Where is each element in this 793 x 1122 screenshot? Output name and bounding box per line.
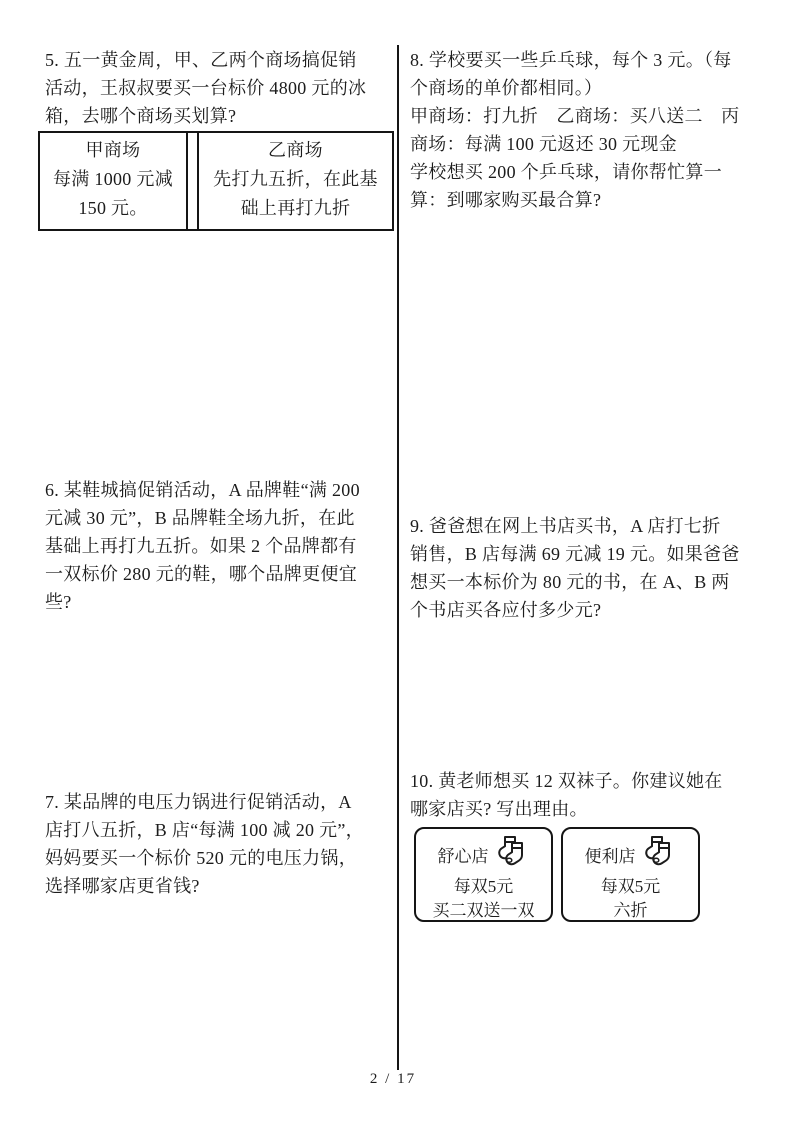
question-10-line: 10. 黄老师想买 12 双袜子。你建议她在 (410, 771, 723, 791)
question-6-line: 一双标价 280 元的鞋，哪个品牌更便宜 (45, 564, 357, 584)
question-7-line: 选择哪家店更省钱? (45, 876, 200, 896)
question-9-line: 想买一本标价为 80 元的书，在 A、B 两 (410, 572, 730, 592)
question-8-line: 学校想买 200 个乒乓球，请你帮忙算一 (410, 162, 722, 182)
question-8 (410, 46, 770, 214)
store-offer-line: 买二双送一双 (432, 901, 535, 920)
question-7 (45, 788, 394, 900)
question-9-line: 9. 爸爸想在网上书店买书，A 店打七折 (410, 516, 721, 536)
question-7-line: 店打八五折，B 店“每满 100 减 20 元”， (45, 820, 364, 840)
question-5-line: 活动，王叔叔要买一台标价 4800 元的冰 (45, 78, 367, 98)
question-6-line: 元减 30 元”，B 品牌鞋全场九折，在此 (45, 508, 355, 528)
column-divider-line (397, 45, 399, 1070)
question-8-line: 算：到哪家购买最合算? (410, 190, 602, 210)
store-head (420, 833, 547, 875)
store-offer-line: 每双5元 (453, 877, 514, 896)
table-cell-gap (188, 133, 197, 229)
question-9-line: 销售，B 店每满 69 元减 19 元。如果爸爸 (410, 544, 740, 564)
question-8-line: 8. 学校要买一些乒乓球，每个 3 元。（每 (410, 50, 732, 70)
store-a-offer-line: 每满 1000 元减 (53, 169, 173, 189)
question-10-line: 哪家店买? 写出理由。 (410, 799, 588, 819)
socks-icon (643, 835, 677, 873)
socks-icon (496, 835, 530, 873)
question-5-line: 5. 五一黄金周，甲、乙两个商场搞促销 (45, 50, 357, 70)
question-8-line: 甲商场：打九折 乙商场：买八送二 丙 (410, 106, 740, 126)
question-6-line: 6. 某鞋城搞促销活动，A 品牌鞋“满 200 (45, 480, 360, 500)
question-10 (410, 767, 770, 823)
question-8-line: 商场：每满 100 元返还 30 元现金 (410, 134, 677, 154)
question-10-store-options (414, 827, 700, 922)
store-offer-line: 每双5元 (600, 877, 661, 896)
question-5-line: 箱，去哪个商场买划算? (45, 106, 237, 126)
store-head (567, 833, 694, 875)
question-7-line: 7. 某品牌的电压力锅进行促销活动，A (45, 792, 352, 812)
store-box-bianli (561, 827, 700, 922)
store-name: 舒心店 (437, 846, 489, 866)
question-5-promo-table (38, 131, 394, 231)
question-6-line: 些? (45, 592, 72, 612)
store-name: 便利店 (584, 846, 636, 866)
store-offer-line: 六折 (613, 901, 648, 920)
question-9 (410, 512, 770, 624)
store-b-offer-line: 础上再打九折 (240, 198, 351, 218)
table-cell-store-a (40, 133, 188, 229)
page-number: 2 / 17 (369, 1071, 417, 1087)
table-cell-store-b (197, 133, 392, 229)
question-9-line: 个书店买各应付多少元? (410, 600, 602, 620)
store-box-shuxin (414, 827, 553, 922)
question-7-line: 妈妈要买一个标价 520 元的电压力锅， (45, 848, 357, 868)
question-6-line: 基础上再打九五折。如果 2 个品牌都有 (45, 536, 357, 556)
question-5 (45, 46, 394, 130)
store-a-offer-line: 150 元。 (78, 198, 148, 218)
question-8-line: 个商场的单价都相同。） (410, 78, 603, 98)
question-6 (45, 476, 394, 616)
store-a-title: 甲商场 (85, 140, 141, 160)
store-b-title: 乙商场 (268, 140, 323, 160)
store-b-offer-line: 先打九五折，在此基 (213, 169, 378, 189)
